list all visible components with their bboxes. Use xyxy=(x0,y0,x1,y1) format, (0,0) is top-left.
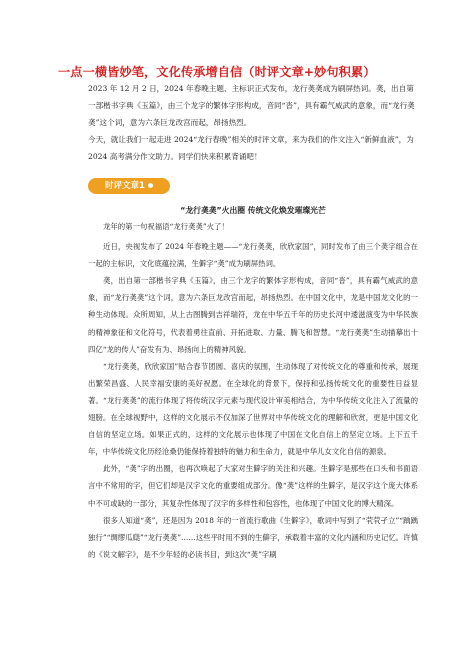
article-headline: “龙行䶮䶮”火出圈 传统文化焕发璀璨光芒 xyxy=(180,206,326,215)
section-badge-label: 时评文章1 xyxy=(105,181,145,191)
article-paragraph-3: 䶮，出自第一部楷书字典《玉篇》，由三个龙字的繁体字形构成，音同“沓”，具有霸气威武的意象，而“龙行䶮䶮”这个词，意为六条巨龙改宫而起，昂扬热烈。在中国文化中，龙是中国龙文化的一种生动体现。众所周知，从上古图腾到吉祥瑞符，龙在中华五千年的历史长河中逶滋演变为中华民族的精神象征和文化符号，代表着勇往直前、开拓进取、力量、腾飞和智慧。“龙行䶮䶮”生动描摹出十四亿“龙的传人”奋发有为、昂扬向上的精神风貌。 xyxy=(88,276,418,354)
article-paragraph-5: 此外，“䶮”字的出圈，也再次唤起了大家对生僻字的关注和兴趣。生僻字是那些在口头和书面语言中不常用的字，但它们却是汉字文化的重要组成部分。像“䶮”这样的生僻字，是汉字这个庞大体系中不可或缺的一部分，其复杂性体现了汉字的多样性和包容性，也体现了中国文化的博大精深。 xyxy=(88,464,418,508)
article-paragraph-6: 很多人知道“䶮”，还是因为 2018 年的一首流行歌曲《生僻字》，歌词中写到了“茕茕孑立”“踽踽独行”“绸缪瓜瓞”“龙行䶮䶮”……这些平时用不到的生僻字，承载着丰富的文化内涵和历史记忆。许慎的《说文解字》，是不少年轻的必读书目，到这次“䶮”字刷 xyxy=(88,515,418,559)
section-badge xyxy=(88,178,170,194)
article-paragraph-4: “龙行䶮䶮，欣欣家国”贴合春节团圆、喜庆的氛围，生动体现了对传统文化的尊重和传承，展现出繁荣昌盛、人民幸福安康的美好祝愿。在全球化的背景下，保持和弘扬传统文化的重要性日益显著。“龙行䶮䶮”的流行体现了将传统汉字元素与现代设计审美相结合，为中华传统文化注入了流量的翅膀。在全球视野中，这样的文化展示不仅加深了世界对中华传统文化的理解和欣赏，更是中国文化自信的坚定立场。如果正式的，这样的文化展示也体现了中国在文化自信上的坚定立场。上下五千年，中华传统文化历经沧桑仍能保持着独特的魅力和生命力，就是中华儿女文化自信的源泉。 xyxy=(88,361,418,457)
badge-dot-icon xyxy=(148,183,153,188)
intro-paragraph-1: 2023 年 12 月 2 日，2024 年春晚主题、主标识正式发布，龙行䶮䶮成为刷屏热词。䶮，出自第一部楷书字典《玉篇》，由三个龙字的繁体字形构成，音同“沓”，具有霸气威武的意象，而“龙行䶮䶮”这个词，意为六条巨龙改宫而起，昂扬热烈。 xyxy=(88,84,415,128)
page-title: 一点一横皆妙笔，文化传承增自信（时评文章+妙句积累） xyxy=(58,65,376,79)
article-body xyxy=(88,218,418,563)
intro-paragraph-2: 今天，就让我们一起走进 2024“龙行春晚”相关的时评文章，来为我们的作文注入“新鲜血液”，为 2024 高考满分作文助力。同学们快来积累背诵吧！ xyxy=(88,135,414,162)
article-paragraph-2: 近日，央视发布了 2024 年春晚主题——“龙行䶮䶮，欣欣家国”，同时发布了由三个䶮字组合在一起的主标识，文化底蕴拉满，生僻字“䶮”成为刷屏热词。 xyxy=(88,242,418,269)
article-paragraph-1: 龙年的第一句祝福语“龙行䶮䶮”火了！ xyxy=(103,222,229,231)
